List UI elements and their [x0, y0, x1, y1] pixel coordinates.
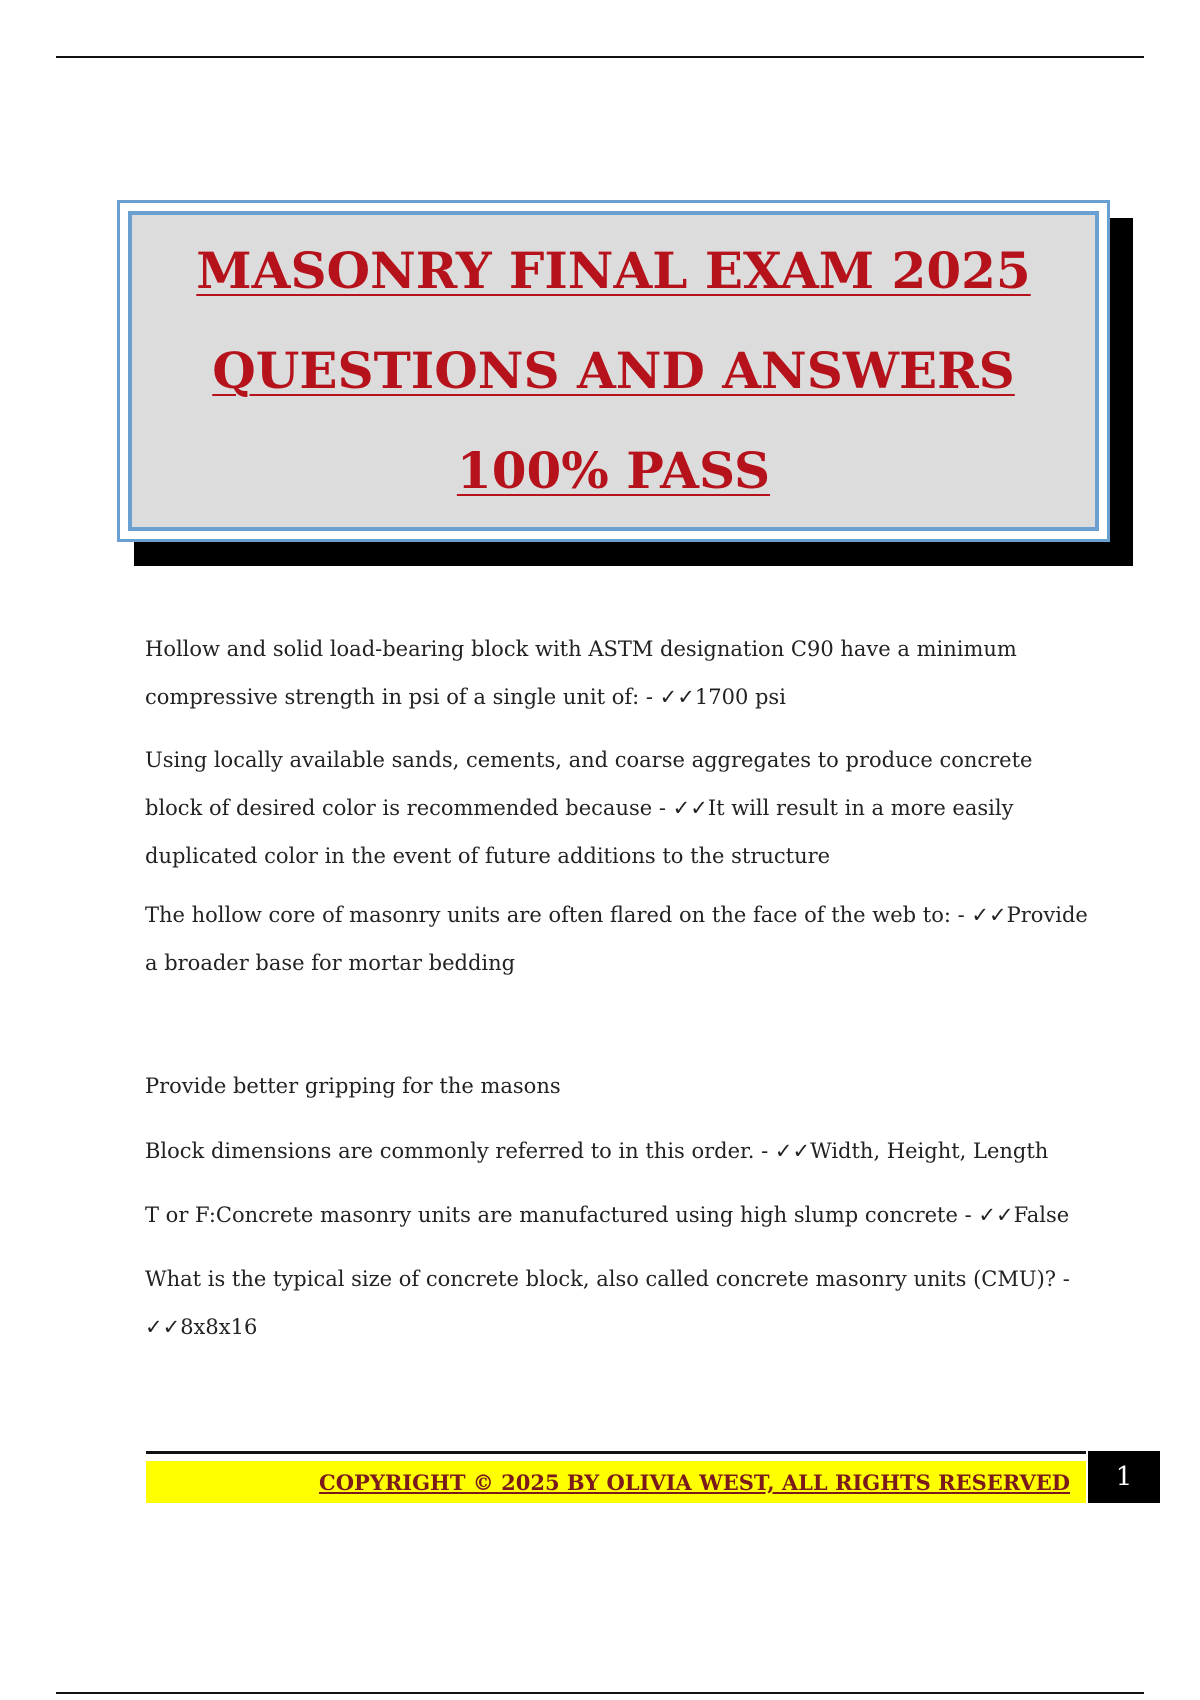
question-text: Hollow and solid load-bearing block with ASTM designation C90 have a minimum compressive strength in psi of a single unit of: - — [145, 637, 1017, 709]
title-line-2: QUESTIONS AND ANSWERS — [212, 341, 1015, 400]
qa-item-2 — [145, 736, 1095, 880]
title-line-3: 100% PASS — [456, 441, 771, 500]
answer-text: ✓✓Width, Height, Length — [768, 1139, 1049, 1163]
question-text: Provide better gripping for the masons — [145, 1074, 561, 1098]
qa-item-3 — [145, 891, 1095, 987]
question-text: The hollow core of masonry units are often flared on the face of the web to: - — [145, 903, 965, 927]
question-text: Block dimensions are commonly referred to in this order. - — [145, 1139, 769, 1163]
bottom-rule — [56, 1692, 1144, 1694]
answer-text: ✓✓It will result in a more easily duplicated color in the event of future additions to the structure — [145, 796, 1014, 868]
question-text: Using locally available sands, cements, and coarse aggregates to produce concrete block of desired color is recommended because - — [145, 748, 1033, 820]
answer-text: ✓✓1700 psi — [653, 685, 786, 709]
title-line-1: MASONRY FINAL EXAM 2025 — [196, 241, 1031, 300]
top-rule — [56, 56, 1144, 58]
footer-band — [146, 1461, 1086, 1503]
qa-item-5 — [145, 1127, 1095, 1175]
footer-rule — [146, 1451, 1086, 1454]
copyright-text: COPYRIGHT © 2025 BY OLIVIA WEST, ALL RIGHTS RESERVED — [319, 1469, 1070, 1495]
title-box — [117, 200, 1110, 542]
title-box-inner — [128, 211, 1099, 531]
qa-item-1 — [145, 625, 1095, 721]
answer-text: ✓✓8x8x16 — [145, 1315, 258, 1339]
question-text: T or F:Concrete masonry units are manufactured using high slump concrete - — [145, 1203, 972, 1227]
page-number: 1 — [1088, 1451, 1160, 1503]
qa-item-7 — [145, 1255, 1095, 1351]
answer-text: ✓✓False — [971, 1203, 1070, 1227]
qa-item-6 — [145, 1191, 1095, 1239]
answer-text: ✓✓Provide a broader base for mortar bedding — [145, 903, 1088, 975]
question-text: What is the typical size of concrete block, also called concrete masonry units (CMU)? - — [145, 1267, 1070, 1291]
qa-item-4 — [145, 1062, 1095, 1110]
